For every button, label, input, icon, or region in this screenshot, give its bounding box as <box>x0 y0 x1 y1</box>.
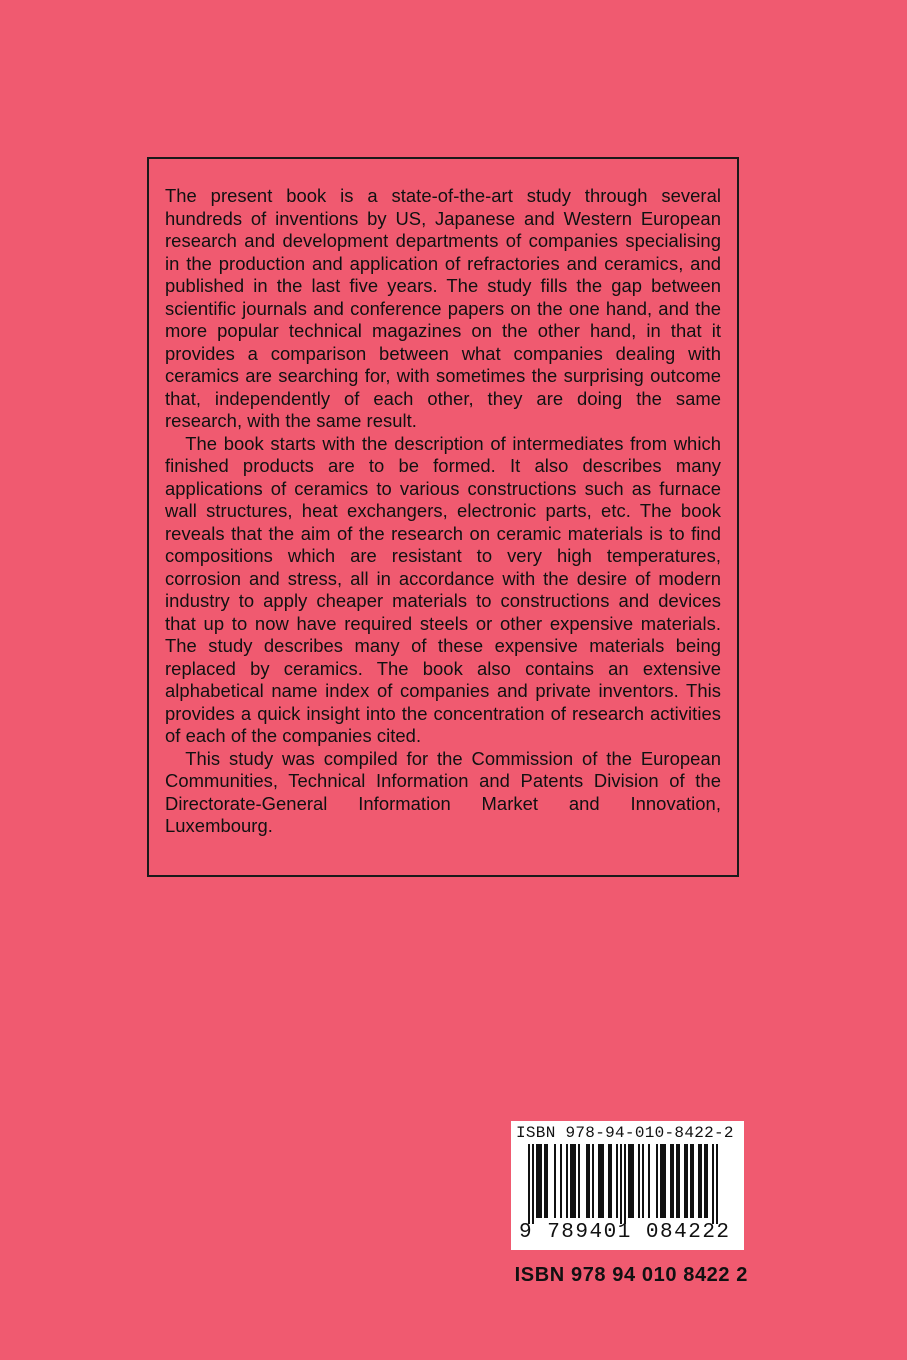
barcode-bar <box>536 1144 538 1218</box>
barcode-bar <box>528 1144 530 1224</box>
barcode-bar <box>574 1144 576 1218</box>
barcode-bar <box>598 1144 600 1218</box>
barcode-bar <box>546 1144 548 1218</box>
barcode <box>511 1121 744 1250</box>
barcode-bar <box>638 1144 640 1218</box>
barcode-bar <box>570 1144 572 1218</box>
barcode-bar <box>620 1144 622 1224</box>
barcode-bar <box>572 1144 574 1218</box>
barcode-bar <box>684 1144 686 1218</box>
blurb-paragraph-1: The present book is a state-of-the-art study through several hundreds of inventions by US, Japanese and Western European research and development departments of companies specialising in the production and application of refractories and ceramics, and published in the last five years. The study fills the gap between scientific journals and conference papers on the one hand, and the more popular technical magazines on the other hand, in that it provides a comparison between what companies dealing with ceramics are searching for, with sometimes the surprising outcome that, independently of each other, they are doing the same research, with the same result. <box>165 185 721 431</box>
barcode-bar <box>616 1144 618 1218</box>
barcode-bar <box>690 1144 692 1218</box>
barcode-bar <box>544 1144 546 1218</box>
barcode-bar <box>560 1144 562 1218</box>
barcode-bar <box>532 1144 534 1224</box>
barcode-bar <box>648 1144 650 1218</box>
barcode-bar <box>592 1144 594 1218</box>
blurb-paragraph-3: This study was compiled for the Commission of the European Communities, Technical Information and Patents Division of the Directorate-General Information Market and Innovation, Luxembourg. <box>165 747 721 836</box>
barcode-bar <box>602 1144 604 1218</box>
barcode-bar <box>610 1144 612 1218</box>
barcode-bar <box>624 1144 626 1224</box>
barcode-bars <box>514 1144 741 1224</box>
barcode-bar <box>672 1144 674 1218</box>
barcode-bar <box>554 1144 556 1218</box>
barcode-bar <box>716 1144 718 1224</box>
barcode-isbn-label: ISBN 978-94-010-8422-2 <box>516 1124 734 1142</box>
barcode-bar <box>600 1144 602 1218</box>
barcode-bar <box>630 1144 632 1218</box>
barcode-bar <box>660 1144 662 1218</box>
barcode-digits: 9 789401 084222 <box>519 1221 731 1244</box>
barcode-bar <box>540 1144 542 1218</box>
barcode-bar <box>706 1144 708 1218</box>
barcode-bar <box>698 1144 700 1218</box>
isbn-footer: ISBN 978 94 010 8422 2 <box>514 1264 748 1286</box>
barcode-bar <box>566 1144 568 1218</box>
barcode-bar <box>704 1144 706 1218</box>
barcode-bar <box>578 1144 580 1218</box>
blurb-paragraph-2: The book starts with the description of intermediates from which finished products are to be formed. It also describes many applications of ceramics to various constructions such as furnace wall structures, heat exchangers, electronic parts, etc. The book reveals that the aim of the research on ceramic materials is to find compositions which are resistant to very high temperatures, corrosion and stress, all in accordance with the desire of modern industry to apply cheaper materials to constructions and devices that up to now have required steels or other expensive materials. The study describes many of these expensive materials being replaced by ceramics. The book also contains an extensive alphabetical name index of companies and private inventors. This provides a quick insight into the concentration of research activities of each of the companies cited. <box>165 432 721 746</box>
barcode-bar <box>632 1144 634 1218</box>
barcode-bar <box>588 1144 590 1218</box>
barcode-bar <box>662 1144 664 1218</box>
barcode-bar <box>538 1144 540 1218</box>
barcode-bar <box>700 1144 702 1218</box>
barcode-bar <box>642 1144 644 1218</box>
barcode-bar <box>608 1144 610 1218</box>
barcode-bar <box>628 1144 630 1218</box>
barcode-bar <box>586 1144 588 1218</box>
blurb-box <box>147 157 739 877</box>
barcode-bar <box>686 1144 688 1218</box>
barcode-bar <box>676 1144 678 1218</box>
barcode-bar <box>712 1144 714 1224</box>
barcode-bar <box>664 1144 666 1218</box>
barcode-bar <box>692 1144 694 1218</box>
barcode-bar <box>670 1144 672 1218</box>
barcode-bar <box>678 1144 680 1218</box>
barcode-bar <box>656 1144 658 1218</box>
